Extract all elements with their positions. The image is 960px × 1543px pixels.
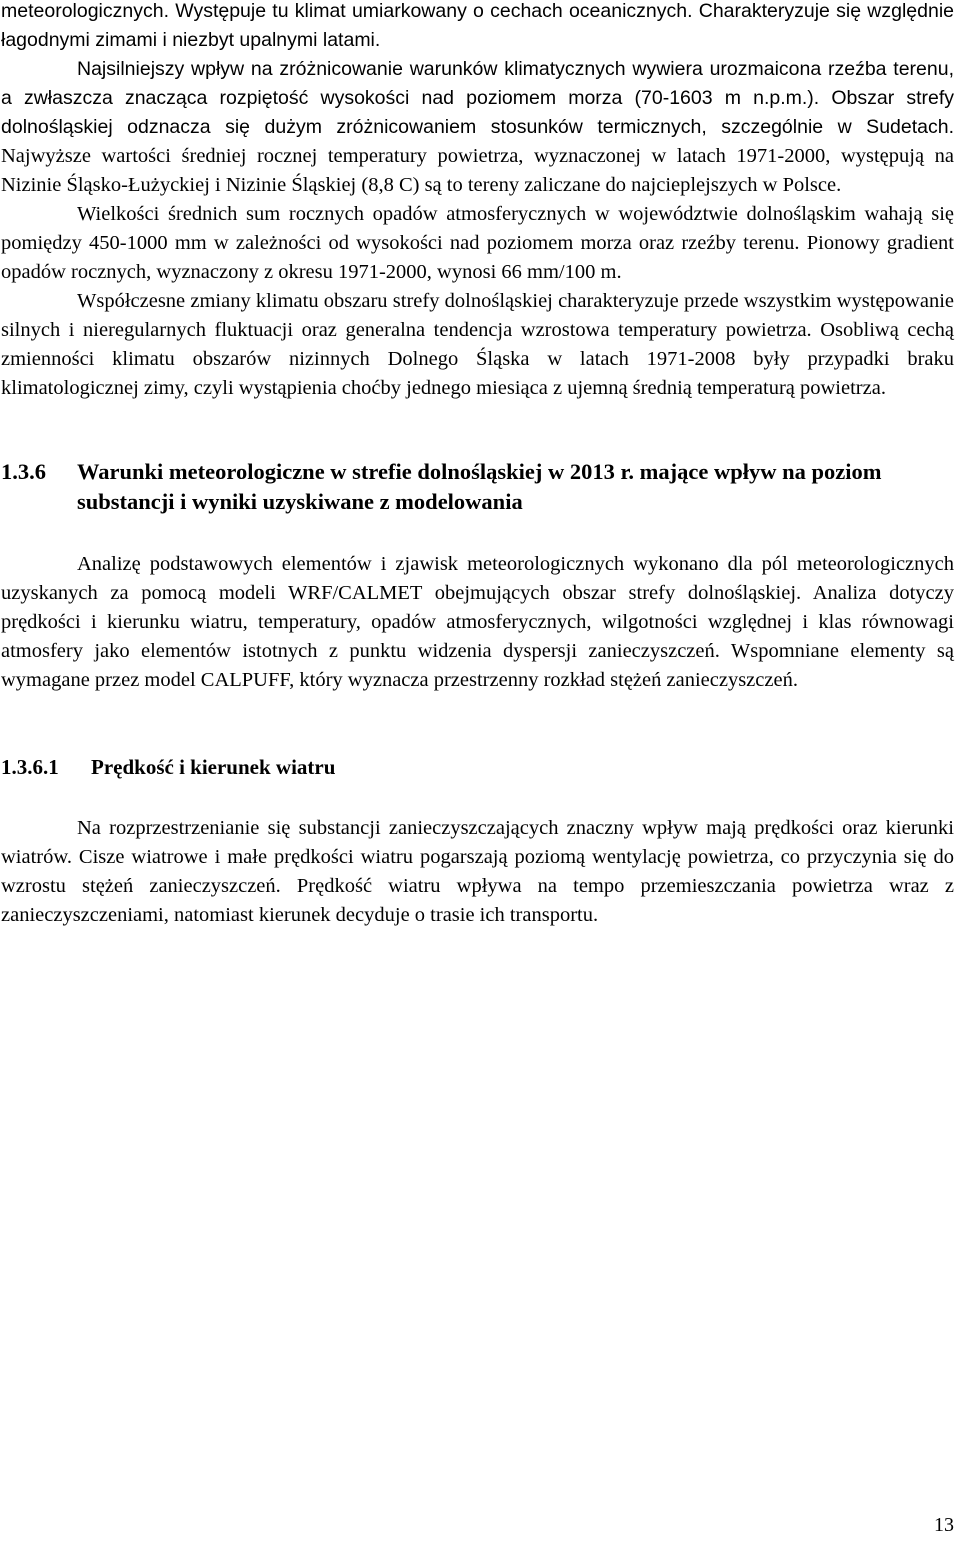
- subsection-number: 1.3.6.1: [1, 755, 59, 779]
- section-heading-1-3-6: [1, 457, 954, 517]
- text-column: [1, 0, 954, 930]
- paragraph-climate-relief-part-b: Obszar strefy dolnośląskiej odznacza się dużym zróżnicowaniem stosunków termicznych, szczególnie w Sudetach.: [1, 87, 954, 138]
- paragraph-climate-relief: [1, 55, 954, 200]
- section-heading-1-3-6-1: [1, 752, 954, 782]
- paragraph-analysis-scope: Analizę podstawowych elementów i zjawisk meteorologicznych wykonano dla pól meteorologicznych uzyskanych za pomocą modeli WRF/CALMET obejmujących obszar strefy dolnośląskiej. Analiza dotyczy prędkości i kierunku wiatru, temperatury, opadów atmosferycznych, wilgotności względnej i klas równowagi atmosfery jako elementów istotnych z punktu widzenia dyspersji zanieczyszczeń. Wspomniane elementy są wymagane przez model CALPUFF, który wyznacza przestrzenny rozkład stężeń zanieczyszczeń.: [1, 553, 954, 691]
- paragraph-climate-change: Współczesne zmiany klimatu obszaru strefy dolnośląskiej charakteryzuje przede wszystkim występowanie silnych i nieregularnych fluktuacji oraz generalna tendencja wzrostowa temperatury powietrza. Osobliwą cechą zmienności klimatu obszarów nizinnych Dolnego Śląska w latach 1971-2008 były przypadki braku klimatologicznej zimy, czyli wystąpienia choćby jednego miesiąca z ujemną średnią temperaturą powietrza.: [1, 290, 954, 399]
- paragraph-climate-relief-part-a: Najsilniejszy wpływ na zróżnicowanie warunków klimatycznych wywiera urozmaicona rzeźba terenu, a zwłaszcza znacząca rozpiętość wysokości nad poziomem morza (70-1603 m n.p.m.).: [1, 58, 954, 109]
- section-number: 1.3.6: [1, 459, 46, 484]
- section-title: Warunki meteorologiczne w strefie dolnośląskiej w 2013 r. mające wpływ na poziom substancji i wyniki uzyskiwane z modelowania: [77, 459, 882, 514]
- paragraph-wind: Na rozprzestrzenianie się substancji zanieczyszczających znaczny wpływ mają prędkości oraz kierunki wiatrów. Cisze wiatrowe i małe prędkości wiatru pogarszają poziomą wentylację powietrza, co przyczynia się do wzrostu stężeń zanieczyszczeń. Prędkość wiatru wpływa na tempo przemieszczania powietrza wraz z zanieczyszczeniami, natomiast kierunek decyduje o trasie ich transportu.: [1, 817, 954, 926]
- paragraph-precipitation: Wielkości średnich sum rocznych opadów atmosferycznych w województwie dolnośląskim wahają się pomiędzy 450-1000 mm w zależności od wysokości nad poziomem morza oraz rzeźby terenu. Pionowy gradient opadów rocznych, wyznaczony z okresu 1971-2000, wynosi 66 mm/100 m.: [1, 203, 954, 283]
- page-number: 13: [934, 1514, 954, 1536]
- paragraph-climate-intro: meteorologicznych. Występuje tu klimat umiarkowany o cechach oceanicznych. Charakteryzuje się względnie łagodnymi zimami i niezbyt upalnymi latami.: [1, 0, 954, 51]
- paragraph-climate-relief-part-c: Najwyższe wartości średniej rocznej temperatury powietrza, wyznaczonej w latach 1971-2000, występują na Nizinie Śląsko-Łużyckiej i Nizinie Śląskiej (8,8 C) są to tereny zaliczane do najcieplejszych w Polsce.: [1, 145, 954, 196]
- subsection-title: Prędkość i kierunek wiatru: [91, 755, 336, 779]
